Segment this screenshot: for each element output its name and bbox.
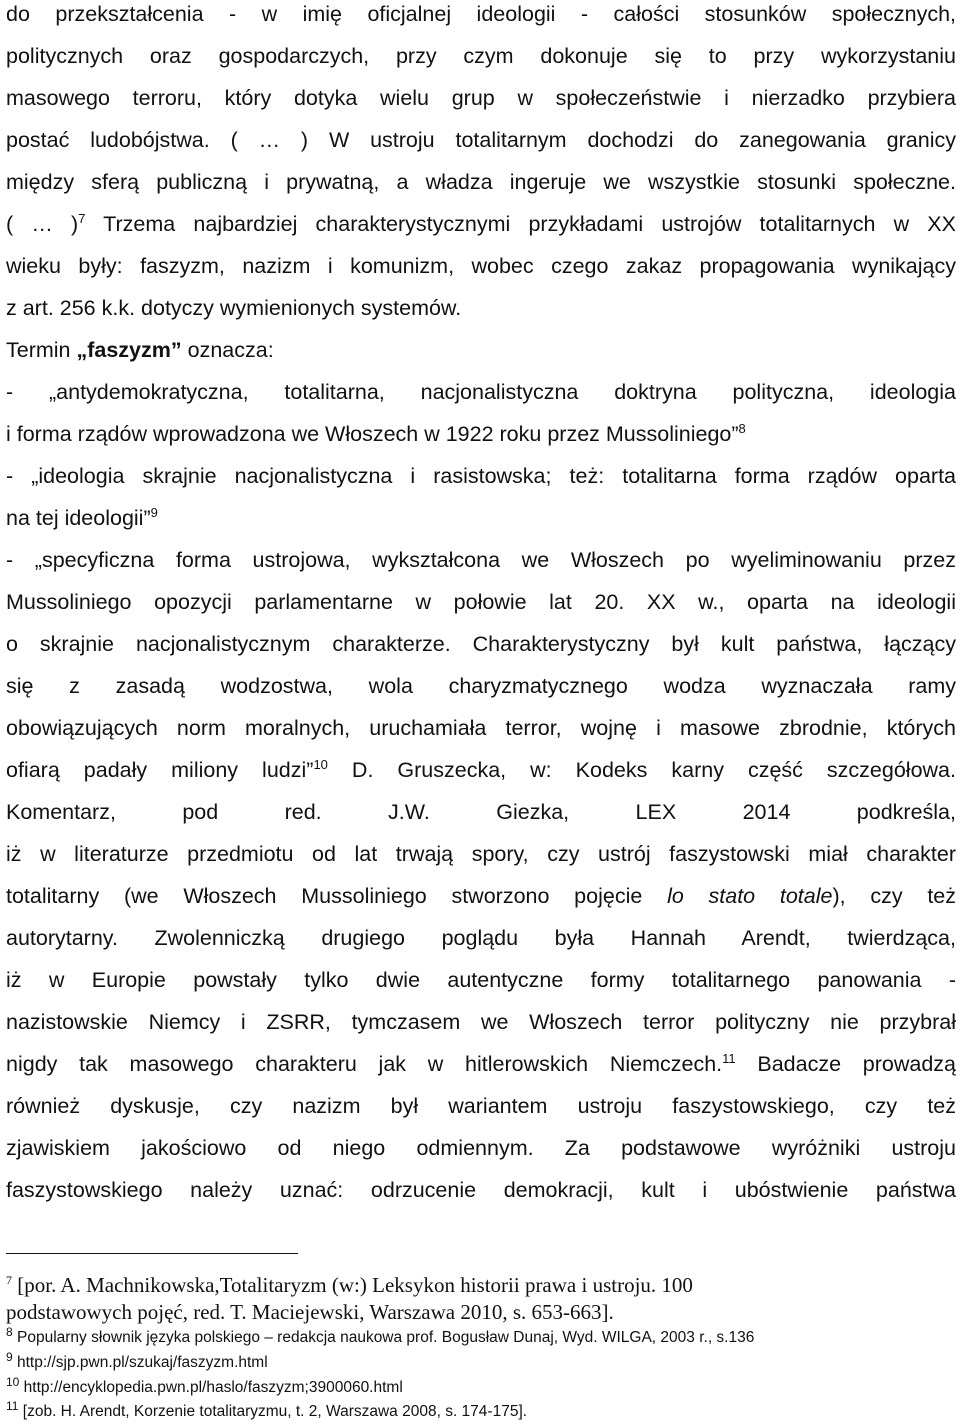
footnote-ref-11[interactable]: 11	[722, 1050, 736, 1066]
body-line	[6, 1050, 956, 1078]
body-line: również dyskusje, czy nazizm był wariantem ustroju faszystowskiego, czy też	[6, 1094, 956, 1118]
definition-line: o skrajnie nacjonalistycznym charakterze. Charakterystyczny był kult państwa, łączący	[6, 632, 956, 656]
definition-line: - „antydemokratyczna, totalitarna, nacjonalistyczna doktryna polityczna, ideologia	[6, 380, 956, 404]
body-text: totalitarny (we Włoszech Mussoliniego stworzono pojęcie	[6, 884, 668, 908]
footnote-number: 11	[6, 1398, 19, 1413]
footnote-number: 9	[6, 1349, 13, 1364]
body-text: i forma rządów wprowadzona we Włoszech w 1922 roku przez Mussoliniego”	[6, 422, 739, 446]
body-text: na tej ideologii”	[6, 506, 151, 530]
body-line: wieku były: faszyzm, nazizm i komunizm, wobec czego zakaz propagowania wynikający	[6, 254, 956, 278]
footnote-7	[6, 1272, 956, 1298]
body-text: ), czy też	[832, 884, 956, 908]
body-text: Badacze prowadzą	[735, 1052, 956, 1076]
body-line: z art. 256 k.k. dotyczy wymienionych systemów.	[6, 296, 462, 320]
body-text: Termin	[6, 338, 77, 362]
body-line: między sferą publiczną i prywatną, a władza ingeruje we wszystkie stosunki społeczne.	[6, 170, 956, 194]
body-line: politycznych oraz gospodarczych, przy czym dokonuje się to przy wykorzystaniu	[6, 44, 956, 68]
definition-line: Mussoliniego opozycji parlamentarne w połowie lat 20. XX w., oparta na ideologii	[6, 590, 956, 614]
body-line: zjawiskiem jakościowo od niego odmiennym. Za podstawowe wyróżniki ustroju	[6, 1136, 956, 1160]
body-line	[6, 210, 956, 238]
body-line: faszystowskiego należy uznać: odrzucenie demokracji, kult i ubóstwienie państwa	[6, 1178, 956, 1202]
footnote-text: [zob. H. Arendt, Korzenie totalitaryzmu, t. 2, Warszawa 2008, s. 174-175].	[18, 1403, 528, 1420]
term-definition-heading	[6, 336, 956, 364]
definition-line	[6, 504, 956, 532]
body-line	[6, 882, 956, 910]
footnote-link[interactable]: http://encyklopedia.pwn.pl/haslo/faszyzm;3900060.html	[19, 1379, 403, 1396]
body-line: Komentarz, pod red. J.W. Giezka, LEX 2014 podkreśla,	[6, 800, 956, 824]
body-line: do przekształcenia - w imię oficjalnej ideologii - całości stosunków społecznych,	[6, 2, 956, 26]
footnote-link[interactable]: http://sjp.pwn.pl/szukaj/faszyzm.html	[12, 1354, 268, 1371]
footnote-text: Popularny słownik języka polskiego – redakcja naukowa prof. Bogusław Dunaj, Wyd. WILGA, 2003 r., s.136	[12, 1329, 755, 1346]
body-text: nigdy tak masowego charakteru jak w hitlerowskich Niemczech.	[6, 1052, 723, 1076]
definition-line: - „ideologia skrajnie nacjonalistyczna i rasistowska; też: totalitarna forma rządów oparta	[6, 464, 956, 488]
definition-line	[6, 756, 956, 784]
body-line: masowego terroru, który dotyka wielu grup w społeczeństwie i nierzadko przybiera	[6, 86, 956, 110]
body-line: nazistowskie Niemcy i ZSRR, tymczasem we Włoszech terror polityczny nie przybrał	[6, 1010, 956, 1034]
body-line: postać ludobójstwa. ( … ) W ustroju totalitarnym dochodzi do zanegowania granicy	[6, 128, 956, 152]
body-text: oznacza:	[181, 338, 274, 362]
footnote-11	[6, 1398, 956, 1422]
body-line: autorytarny. Zwolenniczką drugiego poglądu była Hannah Arendt, twierdząca,	[6, 926, 956, 950]
body-line: iż w literaturze przedmiotu od lat trwają spory, czy ustrój faszystowski miał charakter	[6, 842, 956, 866]
body-text: D. Gruszecka, w: Kodeks karny część szczegółowa.	[327, 758, 956, 782]
definition-line	[6, 420, 956, 448]
footnote-10	[6, 1374, 956, 1398]
footnote-number: 8	[6, 1324, 13, 1339]
definition-line: obowiązujących norm moralnych, uruchamiała terror, wojnę i masowe zbrodnie, których	[6, 716, 956, 740]
term-faszyzm: „faszyzm”	[76, 338, 182, 362]
footnote-ref-10[interactable]: 10	[313, 756, 328, 772]
footnote-ref-9[interactable]: 9	[150, 504, 158, 520]
footnote-9	[6, 1349, 956, 1373]
body-line: iż w Europie powstały tylko dwie autentyczne formy totalitarnego panowania -	[6, 968, 956, 992]
ellipsis-bracket: ( … )	[6, 212, 79, 236]
footnote-number: 10	[6, 1374, 20, 1389]
footnote-8	[6, 1324, 956, 1348]
footnote-ref-8[interactable]: 8	[738, 420, 746, 436]
footnote-separator	[6, 1253, 298, 1254]
footnote-7-continued: podstawowych pojęć, red. T. Maciejewski, Warszawa 2010, s. 653-663].	[6, 1300, 614, 1324]
italic-term: lo stato totale	[667, 884, 833, 908]
body-text: ofiarą padały miliony ludzi”	[6, 758, 314, 782]
definition-line: - „specyficzna forma ustrojowa, wykształcona we Włoszech po wyeliminowaniu przez	[6, 548, 956, 572]
footnote-text: [por. A. Machnikowska,Totalitaryzm (w:) Leksykon historii prawa i ustroju. 100	[12, 1273, 693, 1297]
footnote-number: 7	[6, 1273, 12, 1287]
footnote-ref-7[interactable]: 7	[78, 210, 86, 226]
definition-line: się z zasadą wodzostwa, wola charyzmatycznego wodza wyznaczała ramy	[6, 674, 956, 698]
body-text: Trzema najbardziej charakterystycznymi przykładami ustrojów totalitarnych w XX	[85, 212, 956, 236]
